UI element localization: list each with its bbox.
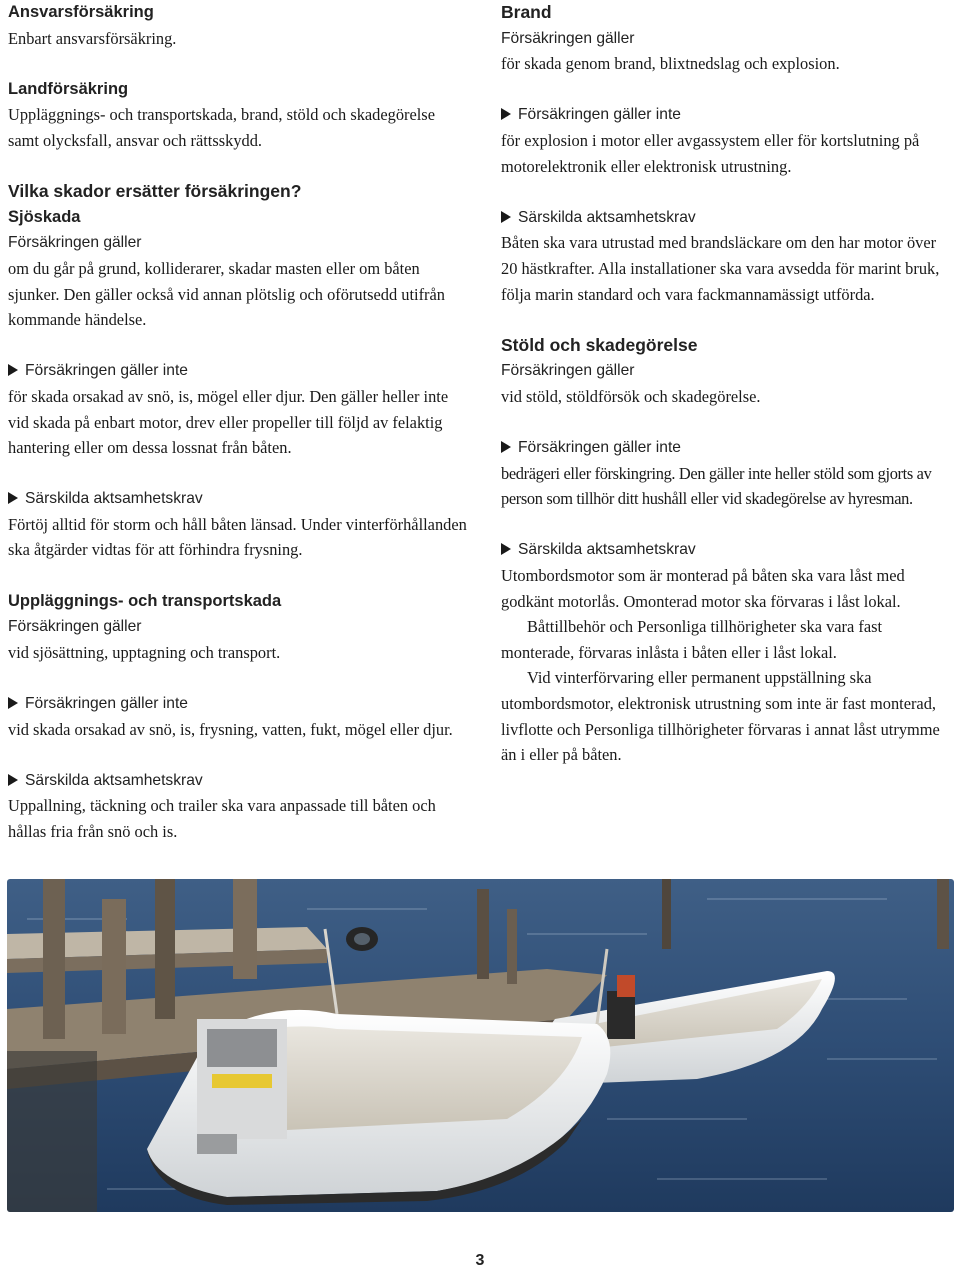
requirements-label: Särskilda aktsamhetskrav xyxy=(518,541,696,559)
not-covers-label: Försäkringen gäller inte xyxy=(518,439,681,457)
covers-label: Försäkringen gäller xyxy=(501,362,635,380)
body-text: om du går på grund, kolliderarer, skadar masten eller om båten sjunker. Den gäller också vid annan plötslig och oförutsedd utifrån kommande händelse. xyxy=(8,258,445,330)
brand-exclusions xyxy=(501,102,956,179)
triangle-bullet-icon xyxy=(501,108,511,120)
sjoskada-requirements xyxy=(8,486,470,563)
section-title: Brand xyxy=(501,2,552,22)
section-title: Stöld och skadegörelse xyxy=(501,334,698,355)
body-text: Uppallning, täckning och trailer ska vara anpassade till båten och hållas fria från snö och is. xyxy=(8,796,436,841)
photo-illustration xyxy=(7,879,954,1212)
triangle-bullet-icon xyxy=(8,774,18,786)
upplaggning-requirements xyxy=(8,768,470,845)
requirements-label: Särskilda aktsamhetskrav xyxy=(518,208,696,226)
not-covers-label-row xyxy=(501,435,956,461)
body-text: för skada orsakad av snö, is, mögel eller djur. Den gäller heller inte vid skada på enbart motor, drev eller propeller till följd av felaktig hantering eller om dessa lossnat från båten. xyxy=(8,386,449,458)
body-text: vid skada orsakad av snö, is, frysning, vatten, fukt, mögel eller djur. xyxy=(8,719,453,739)
body-text: vid stöld, stöldförsök och skadegörelse. xyxy=(501,386,761,406)
not-covers-label-row xyxy=(8,358,470,384)
requirements-label: Särskilda aktsamhetskrav xyxy=(25,771,203,789)
section-brand xyxy=(501,0,956,77)
body-text: Båttillbehör och Personliga tillhörigheter ska vara fast monterade, förvaras inlåsta i båten eller i låst lokal. xyxy=(501,617,883,662)
section-ansvar xyxy=(8,0,470,51)
not-covers-label: Försäkringen gäller inte xyxy=(25,362,188,380)
body-text: Utombordsmotor som är monterad på båten ska vara låst med godkänt motorlås. Omonterad motor ska förvaras i låst lokal. xyxy=(501,566,905,611)
section-title: Landförsäkring xyxy=(8,79,129,98)
stold-requirements xyxy=(501,537,956,767)
triangle-bullet-icon xyxy=(8,697,18,709)
body-text: vid sjösättning, upptagning och transport. xyxy=(8,642,281,662)
left-column xyxy=(8,0,470,870)
section-title: Sjöskada xyxy=(8,207,81,226)
covers-label: Försäkringen gäller xyxy=(501,29,635,47)
requirements-label-row xyxy=(501,537,956,563)
covers-label: Försäkringen gäller xyxy=(8,618,142,636)
requirements-label-row xyxy=(501,205,956,231)
triangle-bullet-icon xyxy=(8,492,18,504)
not-covers-label-row xyxy=(501,102,956,128)
boats-at-dock-photo xyxy=(7,879,954,1212)
section-sjoskada xyxy=(8,179,470,333)
brand-requirements xyxy=(501,205,956,307)
body-text: för skada genom brand, blixtnedslag och explosion. xyxy=(501,54,840,74)
body-text: Förtöj alltid för storm och håll båten länsad. Under vinterförhållanden ska åtgärder vidtas för att förhindra frysning. xyxy=(8,514,467,560)
stold-exclusions xyxy=(501,435,956,512)
triangle-bullet-icon xyxy=(501,543,511,555)
page-number: 3 xyxy=(475,1252,485,1269)
section-title: Ansvarsförsäkring xyxy=(8,3,154,21)
requirements-label-row xyxy=(8,768,470,794)
main-question-heading: Vilka skador ersätter försäkringen? xyxy=(8,181,302,202)
covers-label: Försäkringen gäller xyxy=(8,234,142,252)
section-title: Uppläggnings- och transportskada xyxy=(8,591,282,610)
triangle-bullet-icon xyxy=(501,441,511,453)
section-upplaggning xyxy=(8,589,470,666)
triangle-bullet-icon xyxy=(8,364,18,376)
not-covers-label: Försäkringen gäller inte xyxy=(25,695,188,713)
upplaggning-exclusions xyxy=(8,691,470,742)
body-text: Uppläggnings- och transportskada, brand, stöld och skadegörelse samt olycksfall, ansvar och rättsskydd. xyxy=(8,105,435,150)
body-text: Enbart ansvarsförsäkring. xyxy=(8,28,177,48)
not-covers-label-row xyxy=(8,691,470,717)
not-covers-label: Försäkringen gäller inte xyxy=(518,106,681,124)
sjoskada-exclusions xyxy=(8,358,470,460)
body-text: Vid vinterförvaring eller permanent uppställning ska utombordsmotor, elektronisk utrustning som inte är fast monterad, livflotte och Personliga tillhörigheter förvaras i annat låst utrymme än i eller på båten. xyxy=(501,668,940,765)
right-column xyxy=(501,0,956,793)
triangle-bullet-icon xyxy=(501,211,511,223)
body-text: Båten ska vara utrustad med brandsläckare om den har motor över 20 hästkrafter. Alla installationer ska vara avsedda för marint bruk, följa marin standard och vara fackmannamässigt utförda. xyxy=(501,233,940,304)
section-land xyxy=(8,77,470,154)
requirements-label: Särskilda aktsamhetskrav xyxy=(25,490,203,508)
section-stold xyxy=(501,333,956,410)
body-text: bedrägeri eller förskingring. Den gäller inte heller stöld som gjorts av person som tillhör ditt hushåll eller vid skadegörelse av hyresman. xyxy=(501,463,932,509)
body-text: för explosion i motor eller avgassystem eller för kortslutning på motorelektronik eller elektronisk utrustning. xyxy=(501,130,920,176)
requirements-label-row xyxy=(8,486,470,512)
